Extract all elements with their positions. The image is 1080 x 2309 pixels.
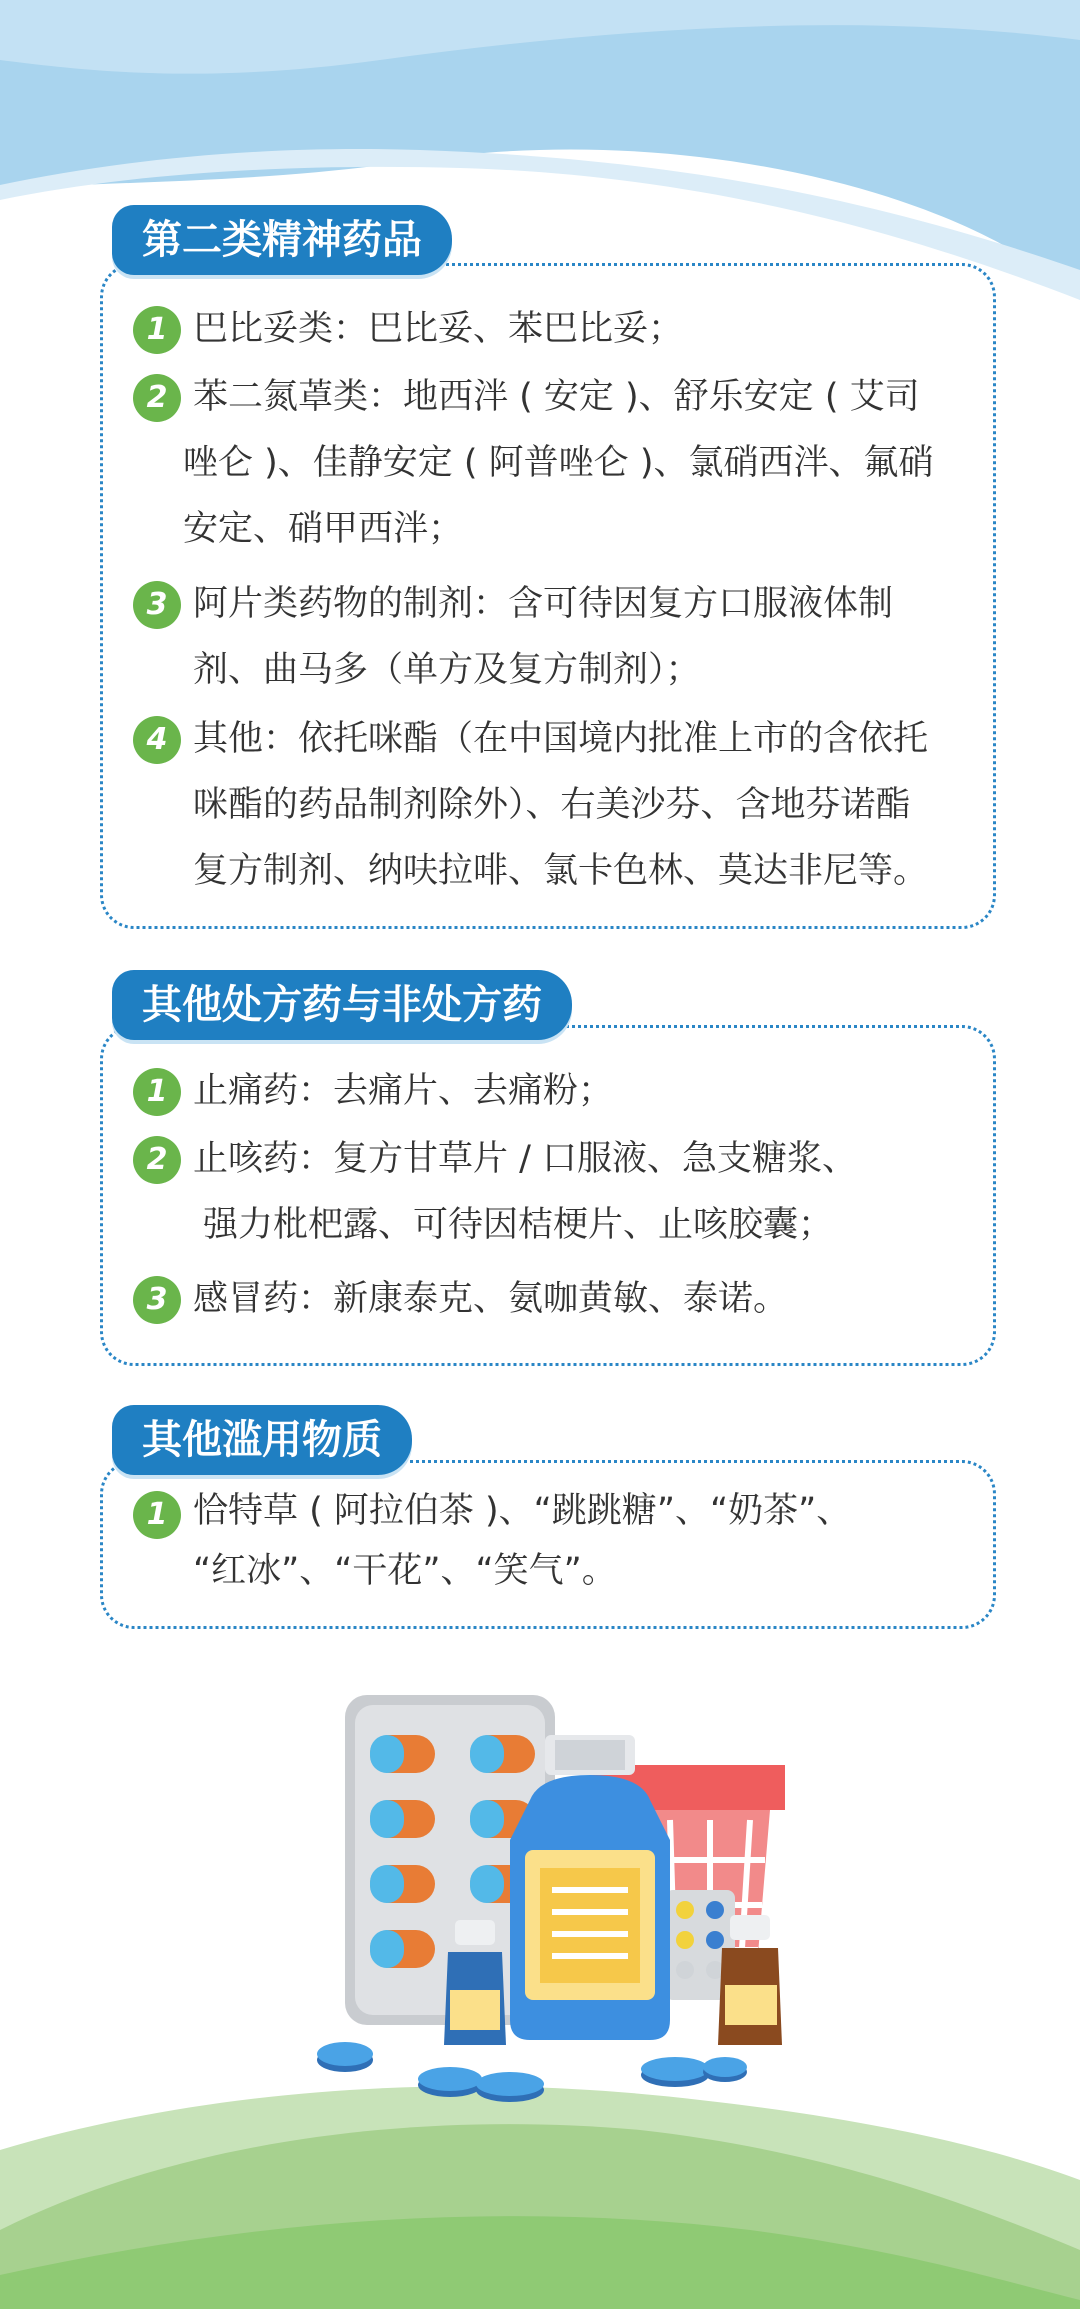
item-text: 强力枇杷露、可待因桔梗片、止咳胶囊； (203, 1205, 834, 1245)
number-badge-icon: 1 (133, 306, 181, 354)
list-item (133, 296, 977, 366)
number-badge-icon: 4 (133, 716, 181, 764)
number-badge-icon: 3 (133, 581, 181, 629)
number-badge-icon: 3 (133, 1276, 181, 1324)
section-title: 第二类精神药品 (112, 205, 452, 275)
list-item (133, 364, 977, 564)
item-text: 唑仑 )、佳静安定 ( 阿普唑仑 )、氯硝西泮、氟硝 (183, 443, 934, 483)
item-text: 恰特草 ( 阿拉伯茶 )、“跳跳糖”、“奶茶”、 (193, 1491, 852, 1531)
item-text: 其他：依托咪酯（在中国境内批准上市的含依托 (193, 719, 929, 759)
list-item (133, 1058, 977, 1128)
number-badge-icon: 2 (133, 374, 181, 422)
list-item (133, 1266, 977, 1336)
section-title: 其他处方药与非处方药 (112, 970, 572, 1040)
section-other-abused-substances (100, 1405, 994, 1630)
item-text: 咪酯的药品制剂除外）、右美沙芬、含地芬诺酯 (193, 785, 911, 825)
item-text: 止咳药：复方甘草片 / 口服液、急支糖浆、 (193, 1139, 858, 1179)
item-text: 止痛药：去痛片、去痛粉； (193, 1071, 614, 1111)
item-text: 复方制剂、纳呋拉啡、氯卡色林、莫达非尼等。 (193, 851, 929, 891)
section-other-prescription-drugs (100, 970, 994, 1365)
list-item (133, 1126, 977, 1261)
number-badge-icon: 1 (133, 1068, 181, 1116)
number-badge-icon: 2 (133, 1136, 181, 1184)
list-item (133, 571, 977, 706)
number-badge-icon: 1 (133, 1491, 181, 1539)
section-title: 其他滥用物质 (112, 1405, 412, 1475)
section-box (100, 263, 996, 929)
list-item (133, 706, 977, 906)
item-text: 安定、硝甲西泮； (183, 509, 464, 549)
item-text: “红冰”、“干花”、“笑气”。 (193, 1551, 617, 1591)
item-text: 剂、曲马多（单方及复方制剂）； (193, 650, 701, 690)
medicine-illustration-icon (300, 1690, 800, 2110)
item-text: 感冒药：新康泰克、氨咖黄敏、泰诺。 (193, 1279, 789, 1319)
item-text: 阿片类药物的制剂：含可待因复方口服液体制 (193, 584, 894, 624)
item-text: 巴比妥类：巴比妥、苯巴比妥； (193, 309, 684, 349)
section-category-2-psychotropic (100, 205, 994, 925)
item-text: 苯二氮䓬类：地西泮 ( 安定 )、舒乐安定 ( 艾司 (193, 377, 920, 417)
section-box (100, 1025, 996, 1366)
list-item (133, 1481, 977, 1616)
section-box (100, 1460, 996, 1629)
